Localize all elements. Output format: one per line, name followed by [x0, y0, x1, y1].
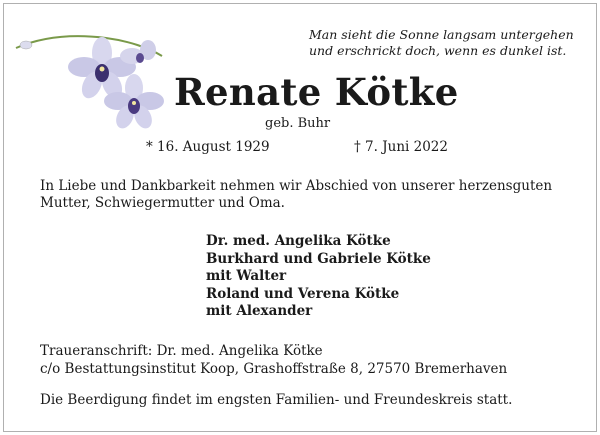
- mourner-name: Burkhard und Gabriele Kötke: [206, 250, 431, 267]
- maiden-name: geb. Buhr: [265, 116, 331, 131]
- mourner-name: Roland und Verena Kötke: [206, 285, 400, 302]
- mourning-address: [40, 343, 507, 378]
- address-line-2: c/o Bestattungsinstitut Koop, Grashoffstraße 8, 27570 Bremerhaven: [40, 360, 508, 377]
- orchid-flower-icon: [14, 26, 164, 136]
- birth-date: * 16. August 1929: [146, 139, 270, 155]
- mourner-name: Dr. med. Angelika Kötke: [206, 233, 391, 249]
- quote: [309, 27, 579, 59]
- mourners-list: [206, 233, 431, 321]
- mourner-name: mit Walter: [206, 268, 287, 284]
- quote-line-1: Man sieht die Sonne langsam untergehen: [309, 27, 574, 42]
- address-line-1: Traueranschrift: Dr. med. Angelika Kötke: [40, 343, 323, 359]
- deceased-name: Renate Kötke: [174, 70, 459, 114]
- mourner-name: mit Alexander: [206, 303, 313, 319]
- quote-line-2: und erschrickt doch, wenn es dunkel ist.: [309, 43, 567, 58]
- funeral-note: Die Beerdigung findet im engsten Familien- und Freundeskreis statt.: [40, 392, 513, 408]
- death-date: † 7. Juni 2022: [354, 139, 448, 155]
- farewell-text: In Liebe und Dankbarkeit nehmen wir Abschied von unserer herzensguten Mutter, Schwiegermutter und Oma.: [40, 178, 553, 211]
